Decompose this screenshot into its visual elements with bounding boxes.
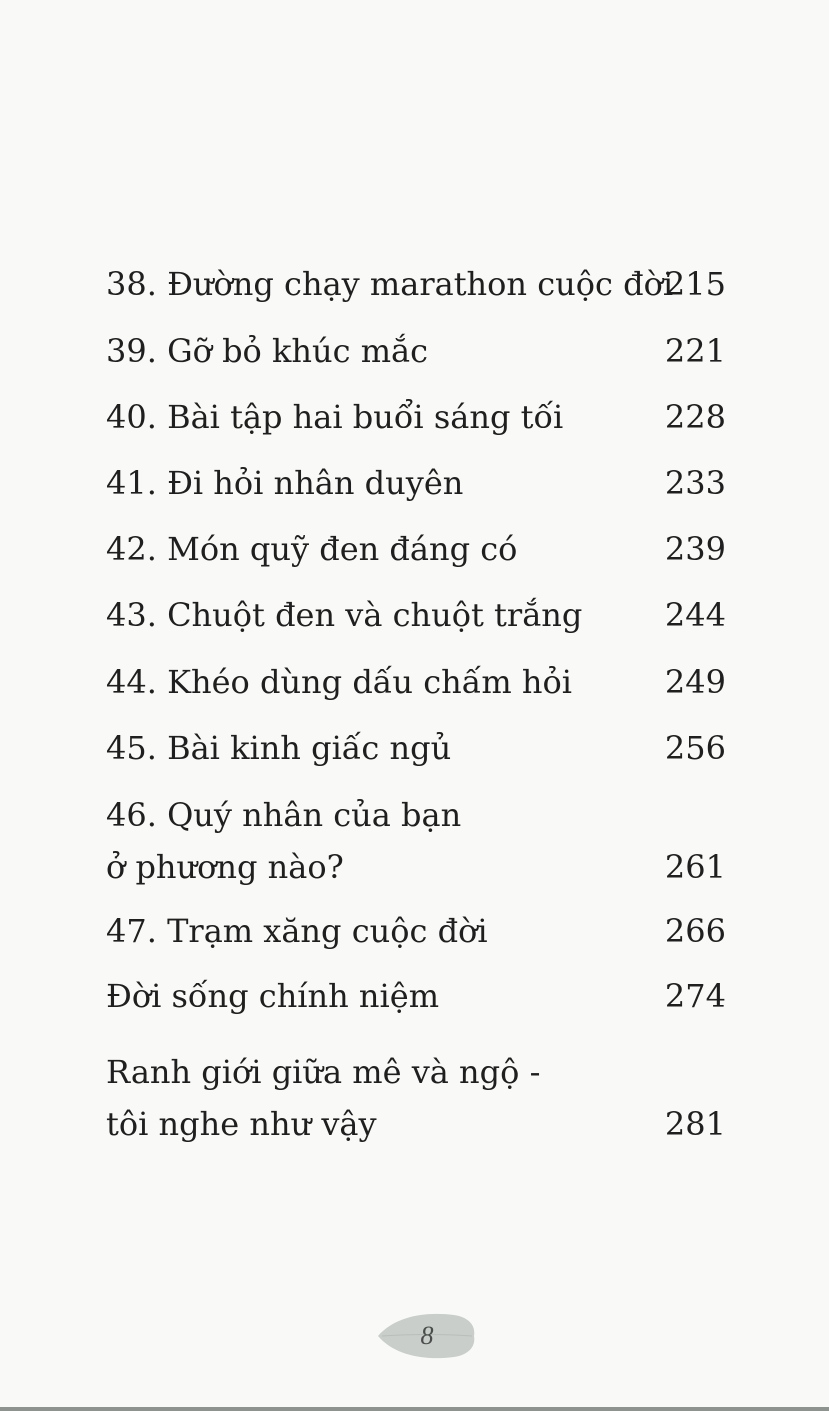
toc-entry-title: 44. Khéo dùng dấu chấm hỏi [106, 663, 572, 701]
toc-entry-title: 41. Đi hỏi nhân duyên [106, 464, 464, 502]
toc-entry-page: 215 [664, 265, 726, 303]
page-number: 8 [420, 1321, 434, 1350]
toc-entry-page: 244 [664, 596, 726, 634]
toc-entry-title: 39. Gỡ bỏ khúc mắc [106, 332, 429, 370]
toc-entry-page: 281 [664, 1105, 726, 1143]
toc-entry-page: 228 [664, 398, 726, 436]
toc-entry-page: 233 [664, 464, 726, 502]
toc-entry-title: 40. Bài tập hai buổi sáng tối [106, 398, 564, 436]
toc-entry-page: 266 [664, 912, 726, 950]
toc-entry-title: 47. Trạm xăng cuộc đời [106, 912, 488, 950]
toc-entry-page: 239 [664, 530, 726, 568]
toc-entry-page: 221 [664, 332, 726, 370]
toc-entry-page: 261 [664, 848, 726, 886]
toc-entry-page: 256 [664, 729, 726, 767]
toc-entry-title: Đời sống chính niệm [106, 977, 440, 1015]
toc-entry-title: 43. Chuột đen và chuột trắng [106, 596, 583, 634]
toc-entry-title-continued: tôi nghe như vậy [106, 1105, 377, 1143]
toc-entry-title: 38. Đường chạy marathon cuộc đời [106, 265, 674, 303]
toc-entry-title: 42. Món quỹ đen đáng có [106, 530, 518, 568]
toc-entry-title: Ranh giới giữa mê và ngộ - [106, 1053, 541, 1091]
toc-entry-page: 274 [664, 977, 726, 1015]
toc-entry-page: 249 [664, 663, 726, 701]
toc-entry-title: 46. Quý nhân của bạn [106, 796, 462, 834]
page-edge [0, 1407, 829, 1411]
toc-entry-title: 45. Bài kinh giấc ngủ [106, 729, 452, 767]
toc-entry-title-continued: ở phương nào? [106, 848, 344, 886]
